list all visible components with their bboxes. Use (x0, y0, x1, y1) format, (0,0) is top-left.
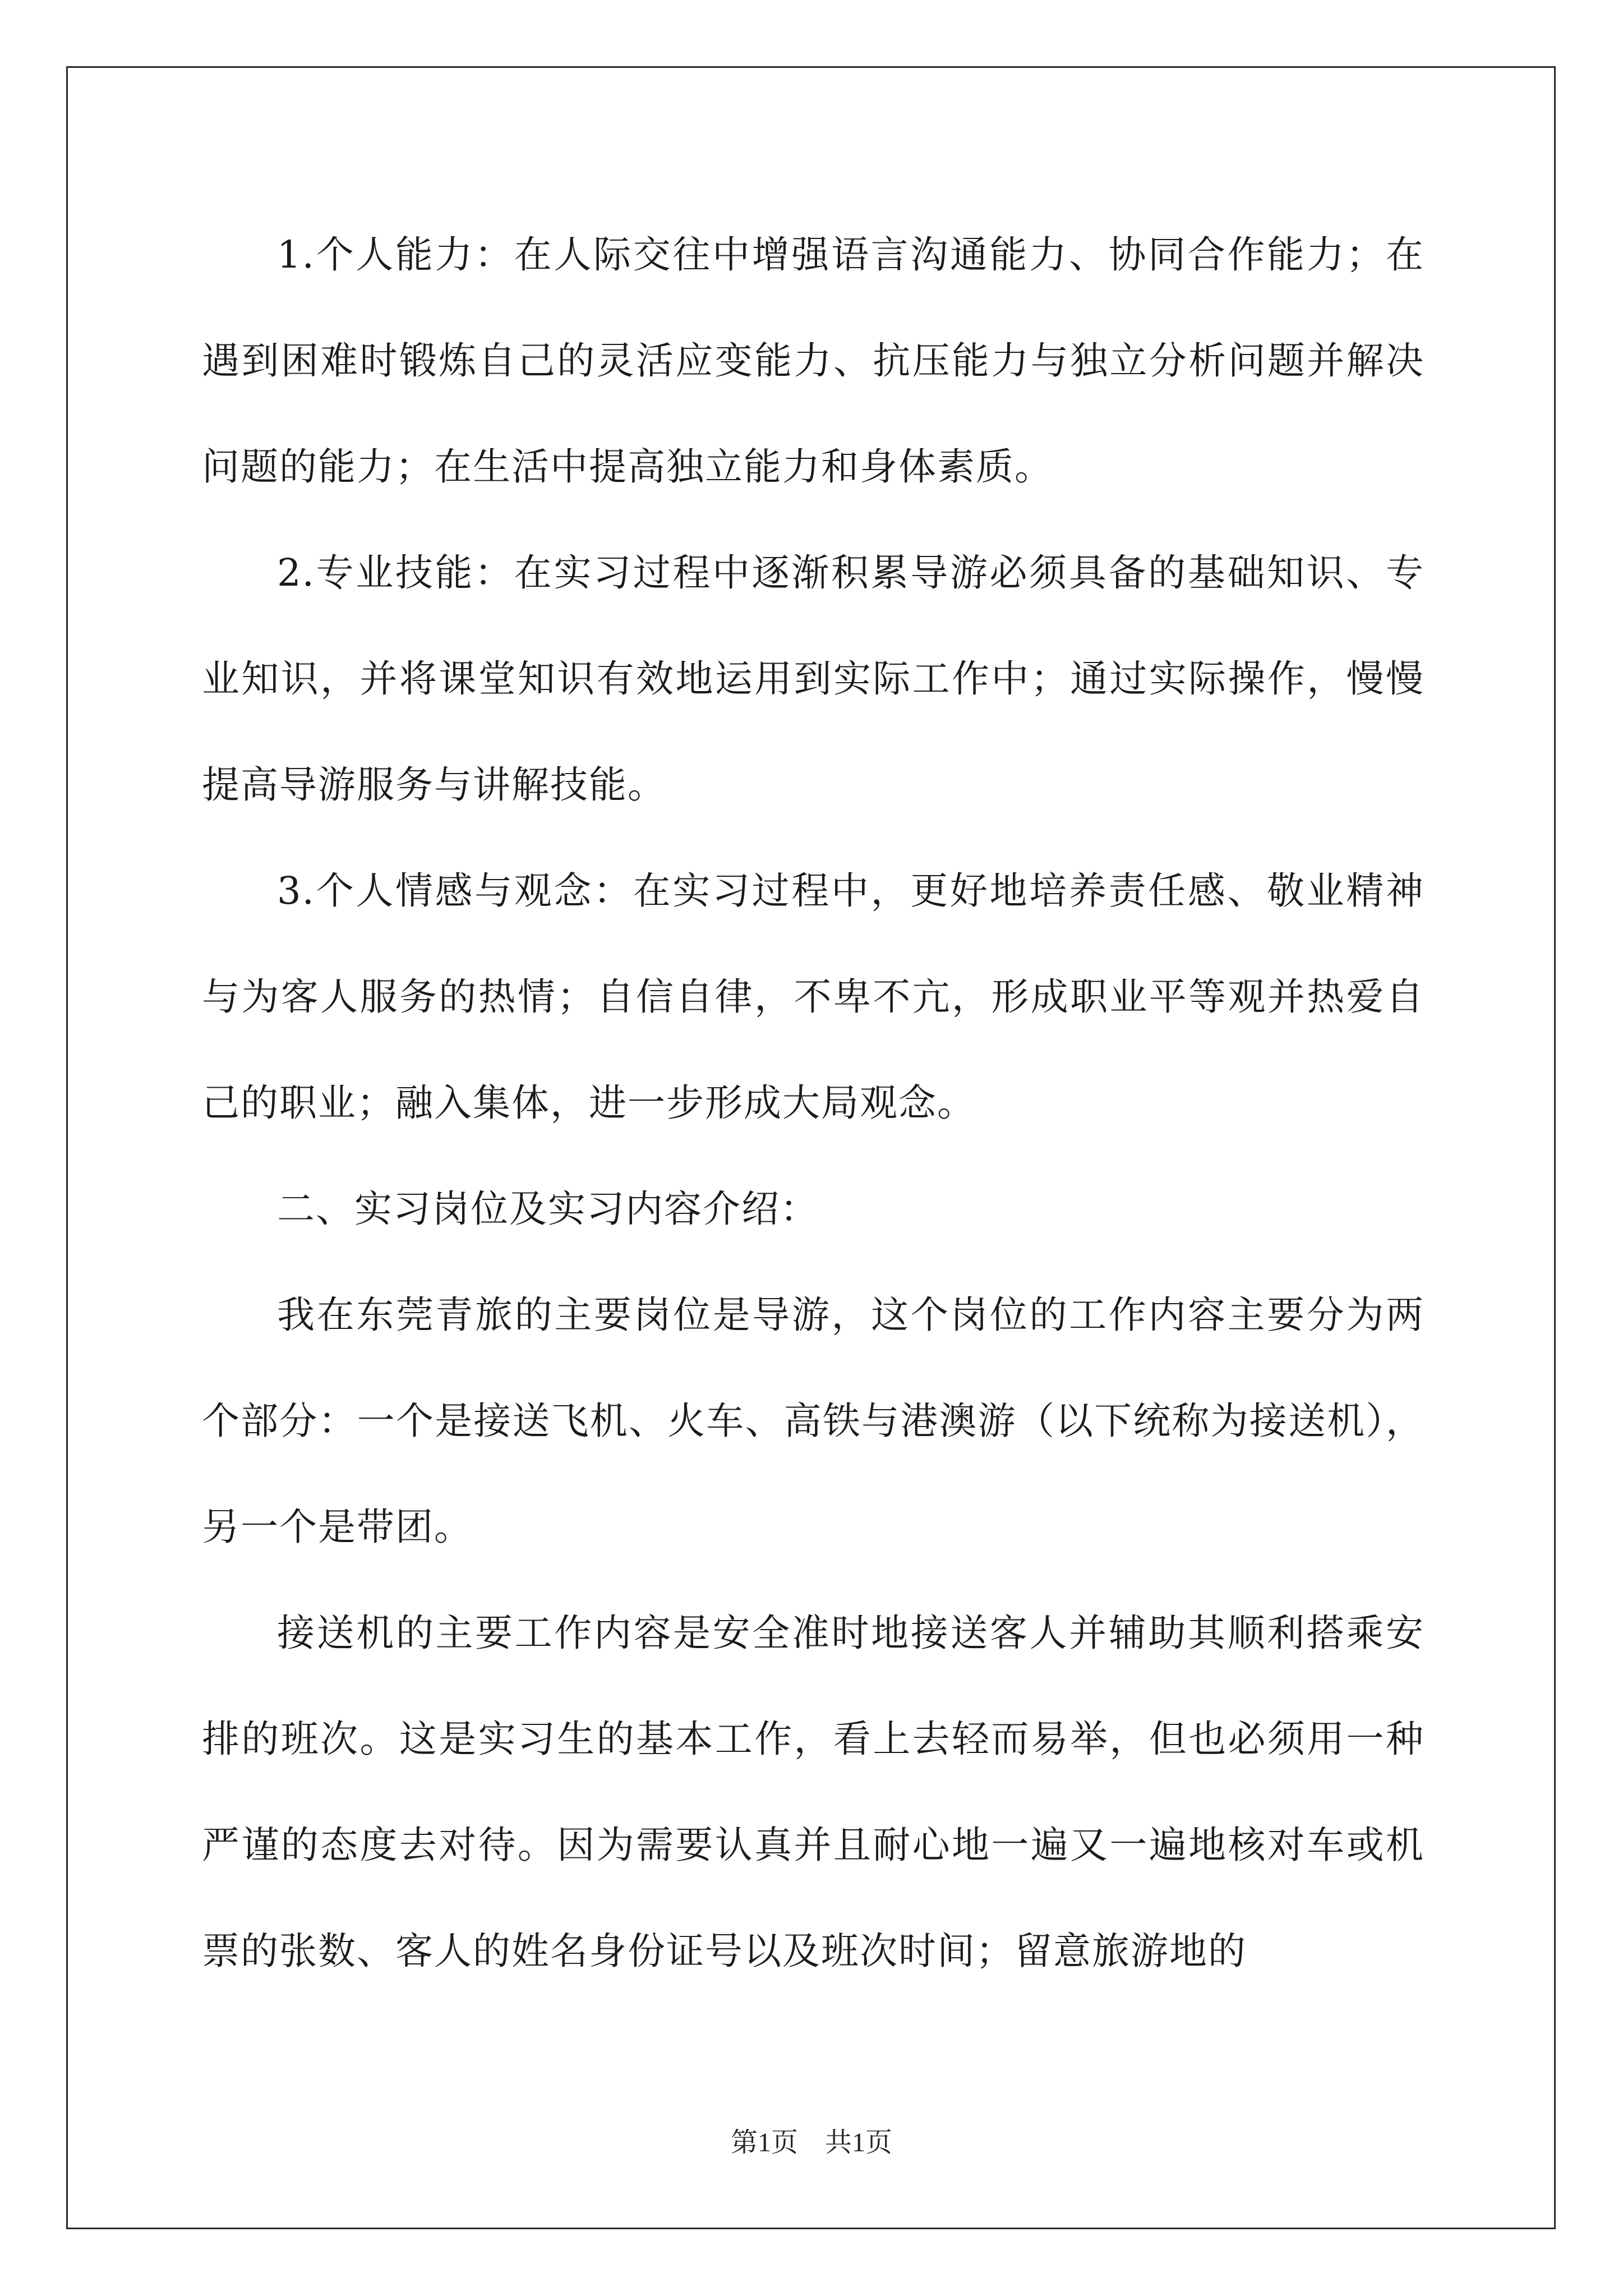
section-heading-internship-position: 二、实习岗位及实习内容介绍： (277, 1187, 819, 1231)
page-number-footer: 第1页 共1页 (730, 2128, 892, 2157)
paragraph-position-overview: 我在东莞青旅的主要岗位是导游，这个岗位的工作内容主要分为两个部分：一个是接送飞机、火车、高铁与港澳游（以下统称为接送机），另一个是带团。 (202, 1293, 1424, 1549)
document-body (202, 202, 1424, 2004)
paragraph-personal-ability: 1.个人能力：在人际交往中增强语言沟通能力、协同合作能力；在遇到困难时锻炼自己的灵活应变能力、抗压能力与独立分析问题并解决问题的能力；在生活中提高独立能力和身体素质。 (202, 233, 1424, 489)
paragraph-professional-skills: 2.专业技能：在实习过程中逐渐积累导游必须具备的基础知识、专业知识，并将课堂知识有效地运用到实际工作中；通过实际操作，慢慢提高导游服务与讲解技能。 (202, 551, 1424, 807)
paragraph-emotion-and-values: 3.个人情感与观念：在实习过程中，更好地培养责任感、敬业精神与为客人服务的热情；自信自律，不卑不亢，形成职业平等观并热爱自己的职业；融入集体，进一步形成大局观念。 (202, 869, 1424, 1125)
paragraph-pickup-duties: 接送机的主要工作内容是安全准时地接送客人并辅助其顺利搭乘安排的班次。这是实习生的基本工作，看上去轻而易举，但也必须用一种严谨的态度去对待。因为需要认真并且耐心地一遍又一遍地核对车或机票的张数、客人的姓名身份证号以及班次时间；留意旅游地的 (202, 1611, 1424, 1973)
